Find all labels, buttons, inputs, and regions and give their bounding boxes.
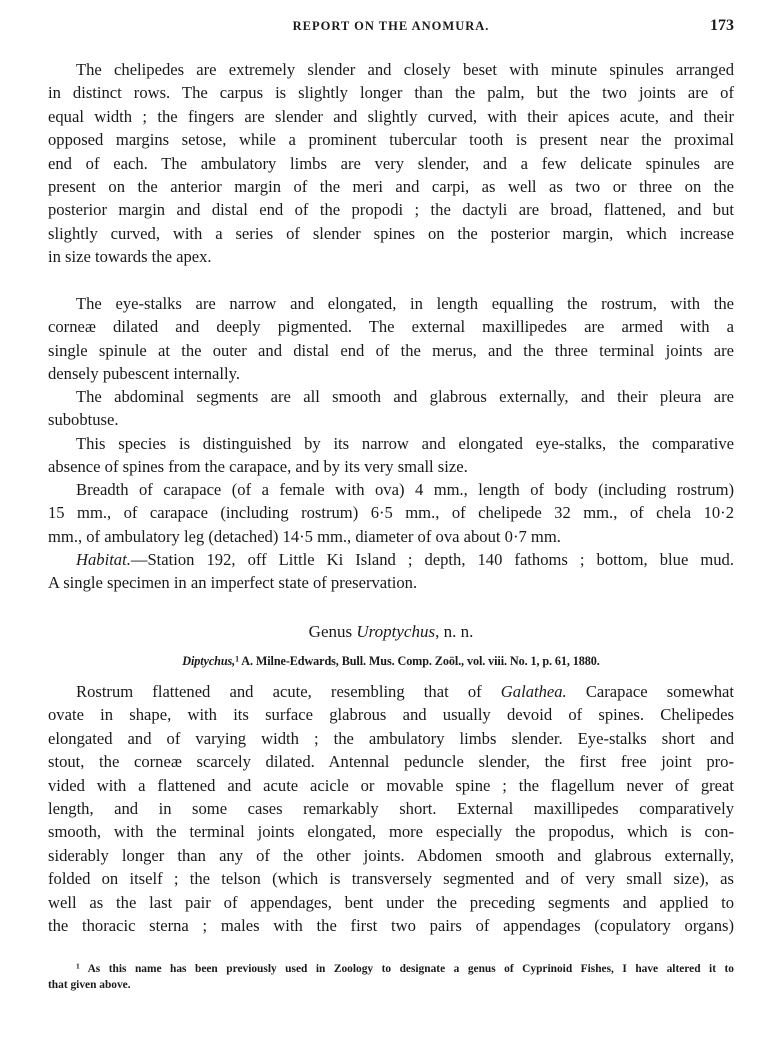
paragraph-distinguished — [48, 432, 734, 479]
text-line: in distinct rows. The carpus is slightly longer than the palm, but the two joints are of — [48, 83, 734, 103]
text-line: slightly curved, with a series of slender spines on the posterior margin, which increase — [48, 223, 734, 243]
text-line: single spinule at the outer and distal end of the merus, and the three terminal joints are — [48, 340, 734, 360]
habitat-label: Habitat. — [76, 550, 131, 569]
text-fragment: Rostrum flattened and acute, resembling that of — [76, 682, 501, 701]
text-line: opposed margins setose, while a prominent tubercular tooth is present near the proximal — [48, 130, 734, 150]
paragraph-chelipedes — [48, 58, 734, 269]
footnote-marker: 1 — [76, 961, 80, 971]
genus-reference-galathea: Galathea. — [500, 682, 567, 701]
genus-heading — [48, 622, 734, 642]
text-line: A single specimen in an imperfect state of preservation. — [48, 573, 418, 593]
text-line: folded on itself ; the telson (which is transversely segmented and of very small size), as — [48, 869, 734, 889]
footnote — [48, 962, 734, 993]
genus-name: Uroptychus — [356, 622, 436, 641]
text-line: in size towards the apex. — [48, 247, 212, 267]
text-line: siderably longer than any of the other joints. Abdomen smooth and glabrous externally, — [48, 845, 734, 865]
text-line: elongated and of varying width ; the ambulatory limbs slender. Eye-stalks short and — [48, 728, 734, 748]
text-line: stout, the corneæ scarcely dilated. Antennal peduncle slender, the first free joint pro- — [48, 752, 734, 772]
text-line: ovate in shape, with its surface glabrous and usually devoid of spines. Chelipedes — [48, 705, 734, 725]
paragraph-genus-description — [48, 680, 734, 937]
page-number: 173 — [710, 17, 734, 34]
paragraph-habitat — [48, 548, 734, 595]
habitat-text: —Station 192, off Little Ki Island ; depth, 140 fathoms ; bottom, blue mud. — [130, 550, 734, 569]
text-line: 15 mm., of carapace (including rostrum) 6·5 mm., of chelipede 32 mm., of chela 10·2 — [48, 503, 734, 523]
text-fragment: Carapace somewhat — [566, 682, 734, 701]
text-line: smooth, with the terminal joints elongated, more especially the propodus, which is con- — [48, 822, 734, 842]
text-line: mm., of ambulatory leg (detached) 14·5 mm., diameter of ova about 0·7 mm. — [48, 526, 561, 546]
genus-heading-prefix: Genus — [308, 622, 357, 641]
paragraph-abdominal — [48, 385, 734, 432]
text-line: end of each. The ambulatory limbs are very slender, and a few delicate spinules are — [48, 153, 734, 173]
synonym-citation-text: A. Milne-Edwards, Bull. Mus. Comp. Zoöl., vol. viii. No. 1, p. 61, 1880. — [238, 654, 600, 668]
footnote-text: As this name has been previously used in Zoology to designate a genus of Cyprinoid Fishes, I have altered it to — [79, 963, 734, 975]
footnote-line: that given above. — [48, 978, 131, 991]
running-title: REPORT ON THE ANOMURA. — [292, 19, 490, 33]
text-line — [48, 548, 734, 571]
footnote-line — [48, 962, 734, 978]
running-head — [48, 19, 734, 39]
text-line: The chelipedes are extremely slender and closely beset with minute spinules arranged — [76, 60, 734, 79]
text-line: Breadth of carapace (of a female with ova) 4 mm., length of body (including rostrum) — [76, 480, 734, 499]
text-line: present on the anterior margin of the meri and carpi, as well as two or three on the — [48, 176, 734, 196]
text-line: well as the last pair of appendages, bent under the preceding segments and applied to — [48, 892, 734, 912]
text-line: the thoracic sterna ; males with the first two pairs of appendages (copulatory organs) — [48, 915, 734, 935]
synonym-name: Diptychus, — [182, 654, 236, 668]
text-line: This species is distinguished by its narrow and elongated eye-stalks, the comparative — [76, 434, 734, 453]
genus-heading-suffix: , n. n. — [435, 622, 474, 641]
paragraph-eye-stalks — [48, 292, 734, 386]
text-line: The eye-stalks are narrow and elongated, in length equalling the rostrum, with the — [76, 294, 734, 313]
text-line: length, and in some cases remarkably short. External maxillipedes comparatively — [48, 798, 734, 818]
footnote-reference[interactable]: 1 — [235, 654, 239, 664]
text-line — [48, 680, 734, 703]
text-line: The abdominal segments are all smooth and glabrous externally, and their pleura are — [76, 387, 734, 406]
text-line: posterior margin and distal end of the propodi ; the dactyli are broad, flattened, and but — [48, 200, 734, 220]
text-line: vided with a flattened and acute acicle or movable spine ; the flagellum never of great — [48, 775, 734, 795]
text-line: corneæ dilated and deeply pigmented. The external maxillipedes are armed with a — [48, 317, 734, 337]
text-line: equal width ; the fingers are slender and slightly curved, with their apices acute, and their — [48, 106, 734, 126]
synonym-citation — [48, 654, 734, 669]
paragraph-measurements — [48, 478, 734, 548]
text-line: densely pubescent internally. — [48, 364, 240, 384]
text-line: subobtuse. — [48, 410, 119, 430]
text-line: absence of spines from the carapace, and by its very small size. — [48, 457, 468, 477]
